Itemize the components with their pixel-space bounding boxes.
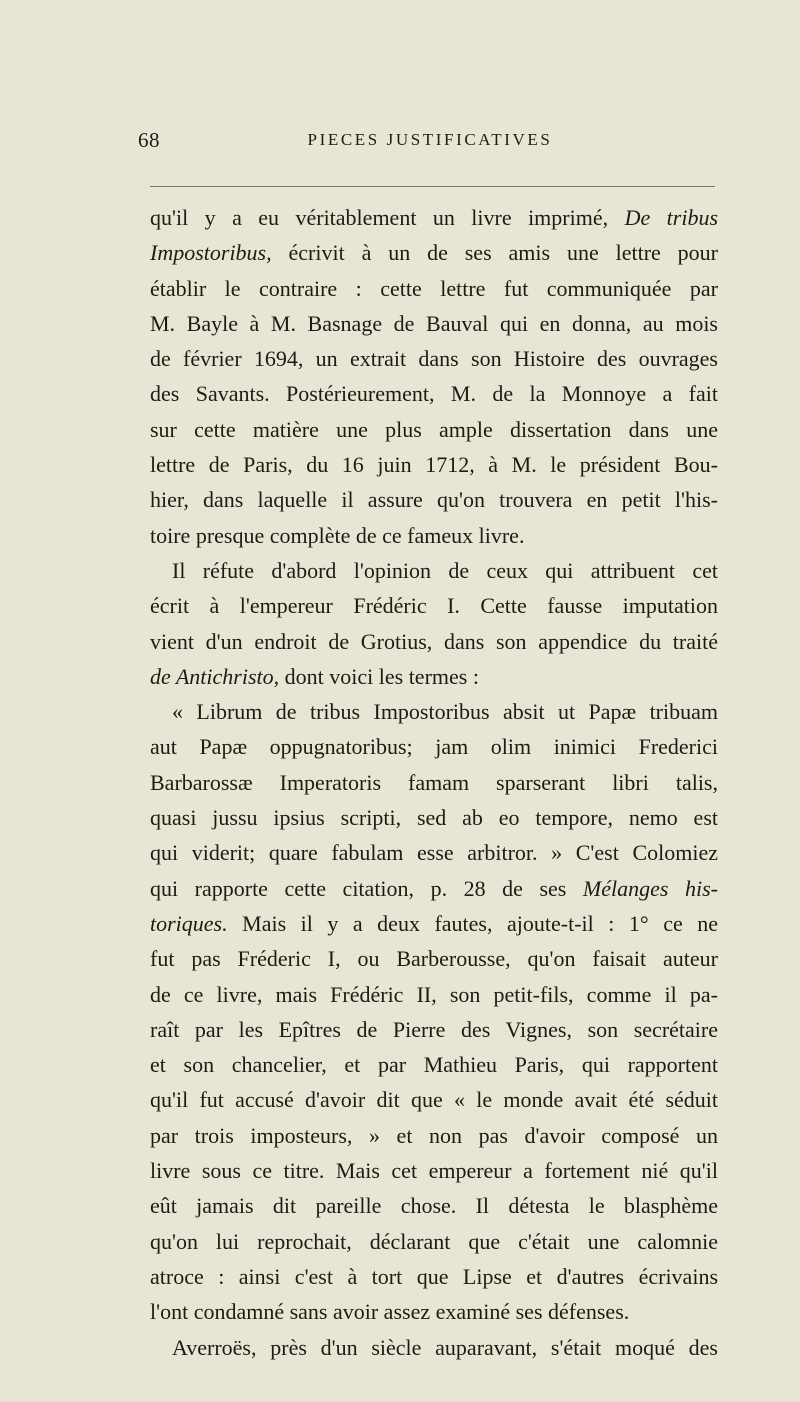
page-header bbox=[138, 128, 710, 158]
text-line bbox=[150, 624, 718, 659]
text-segment: sur cette matière une plus ample dissertation dans une bbox=[150, 416, 718, 442]
text-line bbox=[150, 553, 718, 588]
text-line bbox=[150, 1188, 718, 1223]
text-segment: aut Papæ oppugnatoribus; jam olim inimici Frederici bbox=[150, 734, 718, 760]
text-line bbox=[150, 1012, 718, 1047]
header-rule bbox=[150, 186, 715, 187]
text-segment: écrivit à un de ses amis une lettre pour bbox=[271, 240, 718, 266]
text-line bbox=[150, 1047, 718, 1082]
text-line bbox=[150, 412, 718, 447]
text-segment: Mélanges his- bbox=[582, 875, 718, 901]
text-line bbox=[150, 835, 718, 870]
text-line bbox=[150, 694, 718, 729]
text-segment: raît par les Epîtres de Pierre des Vignes, son secrétaire bbox=[150, 1016, 718, 1042]
text-line bbox=[150, 1118, 718, 1153]
text-segment: livre sous ce titre. Mais cet empereur a fortement nié qu'il bbox=[150, 1158, 718, 1184]
text-segment: qu'on lui reprochait, déclarant que c'était une calomnie bbox=[150, 1228, 718, 1254]
text-line bbox=[150, 800, 718, 835]
text-line bbox=[150, 306, 718, 341]
text-line bbox=[150, 1224, 718, 1259]
text-line bbox=[150, 200, 718, 235]
body-text bbox=[150, 200, 718, 1365]
text-line bbox=[150, 1153, 718, 1188]
text-line bbox=[150, 341, 718, 376]
text-segment: toire presque complète de ce fameux livre. bbox=[150, 522, 525, 548]
text-segment: fut pas Fréderic I, ou Barberousse, qu'on faisait auteur bbox=[150, 946, 718, 972]
text-line bbox=[150, 1294, 718, 1329]
text-segment: De tribus bbox=[624, 205, 719, 230]
text-segment: établir le contraire : cette lettre fut communiquée par bbox=[150, 275, 718, 301]
text-segment: de ce livre, mais Frédéric II, son petit-fils, comme il pa- bbox=[150, 981, 718, 1007]
text-line bbox=[150, 235, 718, 270]
text-line bbox=[150, 271, 718, 306]
text-line bbox=[150, 482, 718, 517]
text-segment: hier, dans laquelle il assure qu'on trouvera en petit l'his- bbox=[150, 487, 718, 513]
text-segment: de Antichristo, bbox=[150, 663, 280, 689]
page-number: 68 bbox=[138, 128, 160, 152]
text-segment: Impostoribus, bbox=[150, 240, 272, 266]
text-segment: Averroës, près d'un siècle auparavant, s'était moqué des bbox=[172, 1334, 718, 1360]
text-segment: de février 1694, un extrait dans son Histoire des ouvrages bbox=[150, 346, 718, 372]
text-segment: atroce : ainsi c'est à tort que Lipse et d'autres écrivains bbox=[150, 1263, 718, 1289]
text-segment: qu'il y a eu véritablement un livre imprimé, bbox=[150, 205, 625, 230]
running-title: PIECES JUSTIFICATIVES bbox=[307, 130, 553, 149]
text-segment: Il réfute d'abord l'opinion de ceux qui attribuent cet bbox=[172, 557, 718, 583]
text-segment: par trois imposteurs, » et non pas d'avoir composé un bbox=[150, 1122, 718, 1148]
text-segment: Barbarossæ Imperatoris famam sparserant libri talis, bbox=[150, 769, 718, 795]
text-line bbox=[150, 659, 718, 694]
text-segment: toriques. bbox=[150, 910, 228, 936]
text-segment: vient d'un endroit de Grotius, dans son appendice du traité bbox=[150, 628, 718, 654]
text-segment: qu'il fut accusé d'avoir dit que « le monde avait été séduit bbox=[150, 1087, 718, 1113]
text-segment: et son chancelier, et par Mathieu Paris, qui rapportent bbox=[150, 1052, 718, 1078]
text-line bbox=[150, 906, 718, 941]
text-line bbox=[150, 941, 718, 976]
text-segment: écrit à l'empereur Frédéric I. Cette fausse imputation bbox=[150, 593, 718, 619]
text-line bbox=[150, 765, 718, 800]
text-line bbox=[150, 1330, 718, 1365]
text-segment: qui viderit; quare fabulam esse arbitror. » C'est Colomiez bbox=[150, 840, 718, 866]
text-segment: « Librum de tribus Impostoribus absit ut Papæ tribuam bbox=[172, 699, 718, 725]
text-segment: l'ont condamné sans avoir assez examiné ses défenses. bbox=[150, 1299, 630, 1325]
text-segment: M. Bayle à M. Basnage de Bauval qui en donna, au mois bbox=[150, 310, 718, 336]
text-line bbox=[150, 871, 718, 906]
text-line bbox=[150, 1259, 718, 1294]
text-line bbox=[150, 518, 718, 553]
text-line bbox=[150, 588, 718, 623]
text-segment: Mais il y a deux fautes, ajoute-t-il : 1° ce ne bbox=[227, 910, 718, 936]
text-line bbox=[150, 376, 718, 411]
text-line bbox=[150, 729, 718, 764]
text-line bbox=[150, 447, 718, 482]
text-segment: dont voici les termes : bbox=[279, 663, 479, 689]
text-line bbox=[150, 1082, 718, 1117]
text-segment: qui rapporte cette citation, p. 28 de ses bbox=[150, 875, 583, 901]
text-segment: quasi jussu ipsius scripti, sed ab eo tempore, nemo est bbox=[150, 805, 718, 831]
text-segment: eût jamais dit pareille chose. Il détesta le blasphème bbox=[150, 1193, 718, 1219]
text-segment: des Savants. Postérieurement, M. de la Monnoye a fait bbox=[150, 381, 718, 407]
text-line bbox=[150, 977, 718, 1012]
text-segment: lettre de Paris, du 16 juin 1712, à M. le président Bou- bbox=[150, 452, 718, 478]
